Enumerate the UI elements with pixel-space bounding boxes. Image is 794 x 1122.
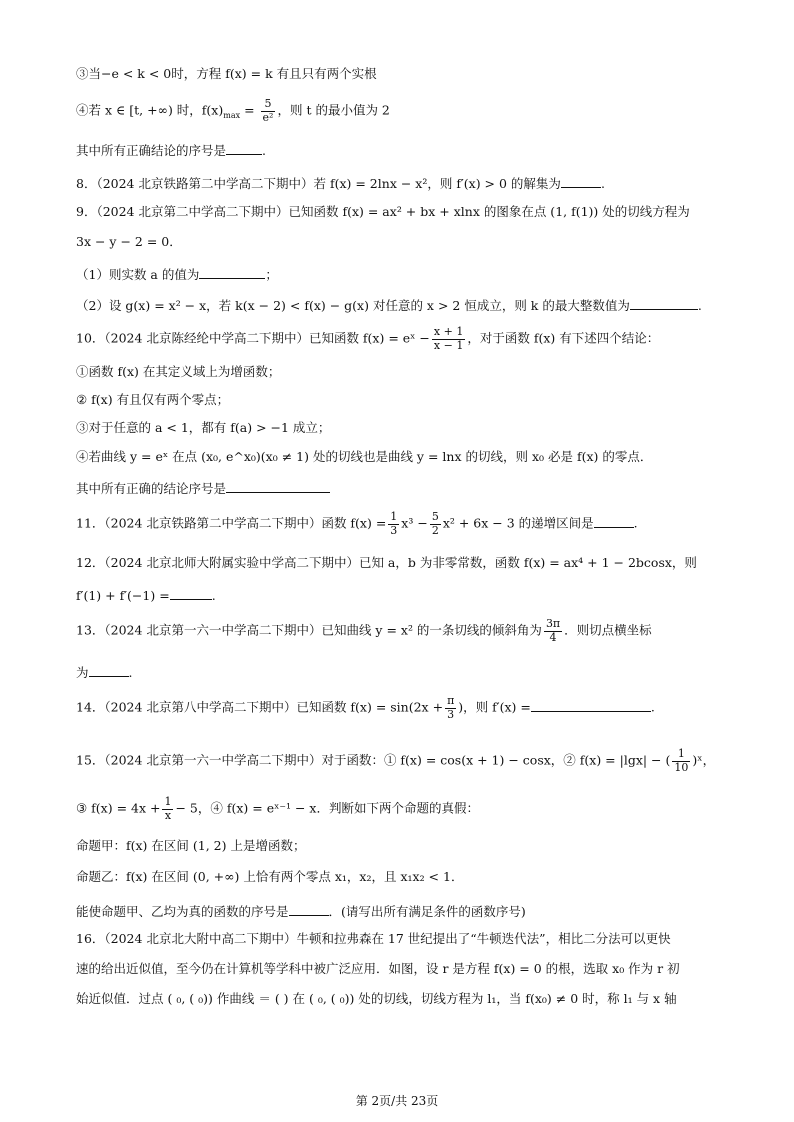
statement-4: ④若 x ∈ [t, +∞) 时，$f(x)_{max}$ = $\frac{5}{\text{e²}}$ ，则 t 的最小值为 2 (76, 97, 390, 124)
question-13: 13．（2024 北京第一六一中学高二下期中）已知曲线 y = x² 的一条切线的倾斜角为 $\frac{3\pi}{4}$ ．则切点横坐标 (76, 617, 652, 644)
question-12: 12．（2024 北京北师大附属实验中学高二下期中）已知 a，b 为非零常数，函数 f(x) = ax⁴ + 1 − 2bcosx，则 (76, 555, 697, 570)
question-16-cont1: 速的给出近似值，至今仍在计算机等学科中被广泛应用．如图，设 r 是方程 f(x) = 0 的根，选取 x₀ 作为 r 初 (76, 961, 680, 976)
answer-blank[interactable] (561, 175, 601, 188)
answer-blank[interactable] (531, 699, 651, 712)
question-9: 9．（2024 北京第二中学高二下期中）已知函数 f(x) = ax² + bx + xlnx 的图象在点 (1, f(1)) 处的切线方程为 (76, 204, 690, 219)
question-11: 11．（2024 北京铁路第二中学高二下期中）函数 f(x) = $\frac{1}{3}$ x³ − $\frac{5}{2}$ x² + 6x − 3 的递增区间是 . (76, 510, 638, 537)
question-13-cont: 为 . (76, 665, 133, 680)
answer-prompt-line: 其中所有正确结论的序号是 . (76, 143, 266, 158)
question-12-cont: f′(1) + f′(−1) = . (76, 588, 216, 603)
question-14: 14．（2024 北京第八中学高二下期中）已知函数 f(x) = sin(2x + $\frac{\pi}{3}$ )，则 f′(x) = . (76, 694, 655, 721)
question-15-functions: ③ f(x) = 4x + $\frac{1}{x}$ − 5，④ f(x) = eˣ⁻¹ − x．判断如下两个命题的真假： (76, 795, 479, 822)
question-9-part1: （1）则实数 a 的值为 ； (76, 267, 278, 282)
proposition-b: 命题乙：f(x) 在区间 (0, +∞) 上恰有两个零点 x₁，x₂，且 x₁x₂ < 1． (76, 869, 464, 884)
q10-conclusion-4: ④若曲线 y = eˣ 在点 (x₀, e^x₀)(x₀ ≠ 1) 处的切线也是曲线 y = lnx 的切线，则 x₀ 必是 f(x) 的零点． (76, 449, 653, 464)
answer-blank[interactable] (289, 903, 329, 916)
question-16-cont2: 始近似值．过点 ( ₀, ( ₀)) 作曲线 ＝ ( ) 在 ( ₀, ( ₀)) 处的切线，切线方程为 l₁，当 f(x₀) ≠ 0 时，称 l₁ 与 x 轴 (76, 991, 677, 1006)
q10-answer-line: 其中所有正确的结论序号是 (76, 480, 330, 496)
answer-blank[interactable] (199, 266, 265, 279)
question-16: 16．（2024 北京北大附中高二下期中）牛顿和拉弗森在 17 世纪提出了“牛顿迭代法”，相比二分法可以更快 (76, 931, 671, 946)
answer-blank[interactable] (170, 587, 212, 600)
question-8: 8．（2024 北京铁路第二中学高二下期中）若 f(x) = 2lnx − x²，则 f′(x) > 0 的解集为 . (76, 176, 605, 191)
answer-blank[interactable] (89, 664, 129, 677)
answer-blank[interactable] (594, 515, 634, 528)
question-15-answer: 能使命题甲、乙均为真的函数的序号是 ．(请写出所有满足条件的函数序号) (76, 904, 526, 919)
answer-blank[interactable] (630, 297, 698, 310)
q10-conclusion-3: ③对于任意的 a < 1，都有 f(a) > −1 成立； (76, 420, 331, 435)
page-number: 第 2页/共 23页 (355, 1094, 439, 1108)
q10-conclusion-1: ①函数 f(x) 在其定义域上为增函数； (76, 364, 281, 379)
q10-conclusion-2: ② f(x) 有且仅有两个零点； (76, 392, 230, 407)
question-9-part2: （2）设 g(x) = x² − x，若 k(x − 2) < f(x) − g(x) 对任意的 x > 2 恒成立，则 k 的最大整数值为 . (76, 298, 702, 313)
statement-3: ③当−e < k < 0时，方程 f(x) = k 有且只有两个实根 (76, 66, 377, 81)
answer-blank[interactable] (226, 142, 262, 155)
question-9-cont: 3x − y − 2 = 0． (76, 234, 182, 249)
proposition-a: 命题甲：f(x) 在区间 (1, 2) 上是增函数； (76, 838, 306, 853)
question-15: 15．（2024 北京第一六一中学高二下期中）对于函数：① f(x) = cos(x + 1) − cosx，② f(x) = |lgx| − ( $\frac{1}{10}$ )ˣ， (76, 747, 716, 774)
question-10: 10．（2024 北京陈经纶中学高二下期中）已知函数 f(x) = eˣ − $\frac{x + 1}{x - 1}$ ，对于函数 f(x) 有下述四个结论： (76, 325, 660, 352)
answer-blank[interactable] (226, 480, 330, 493)
